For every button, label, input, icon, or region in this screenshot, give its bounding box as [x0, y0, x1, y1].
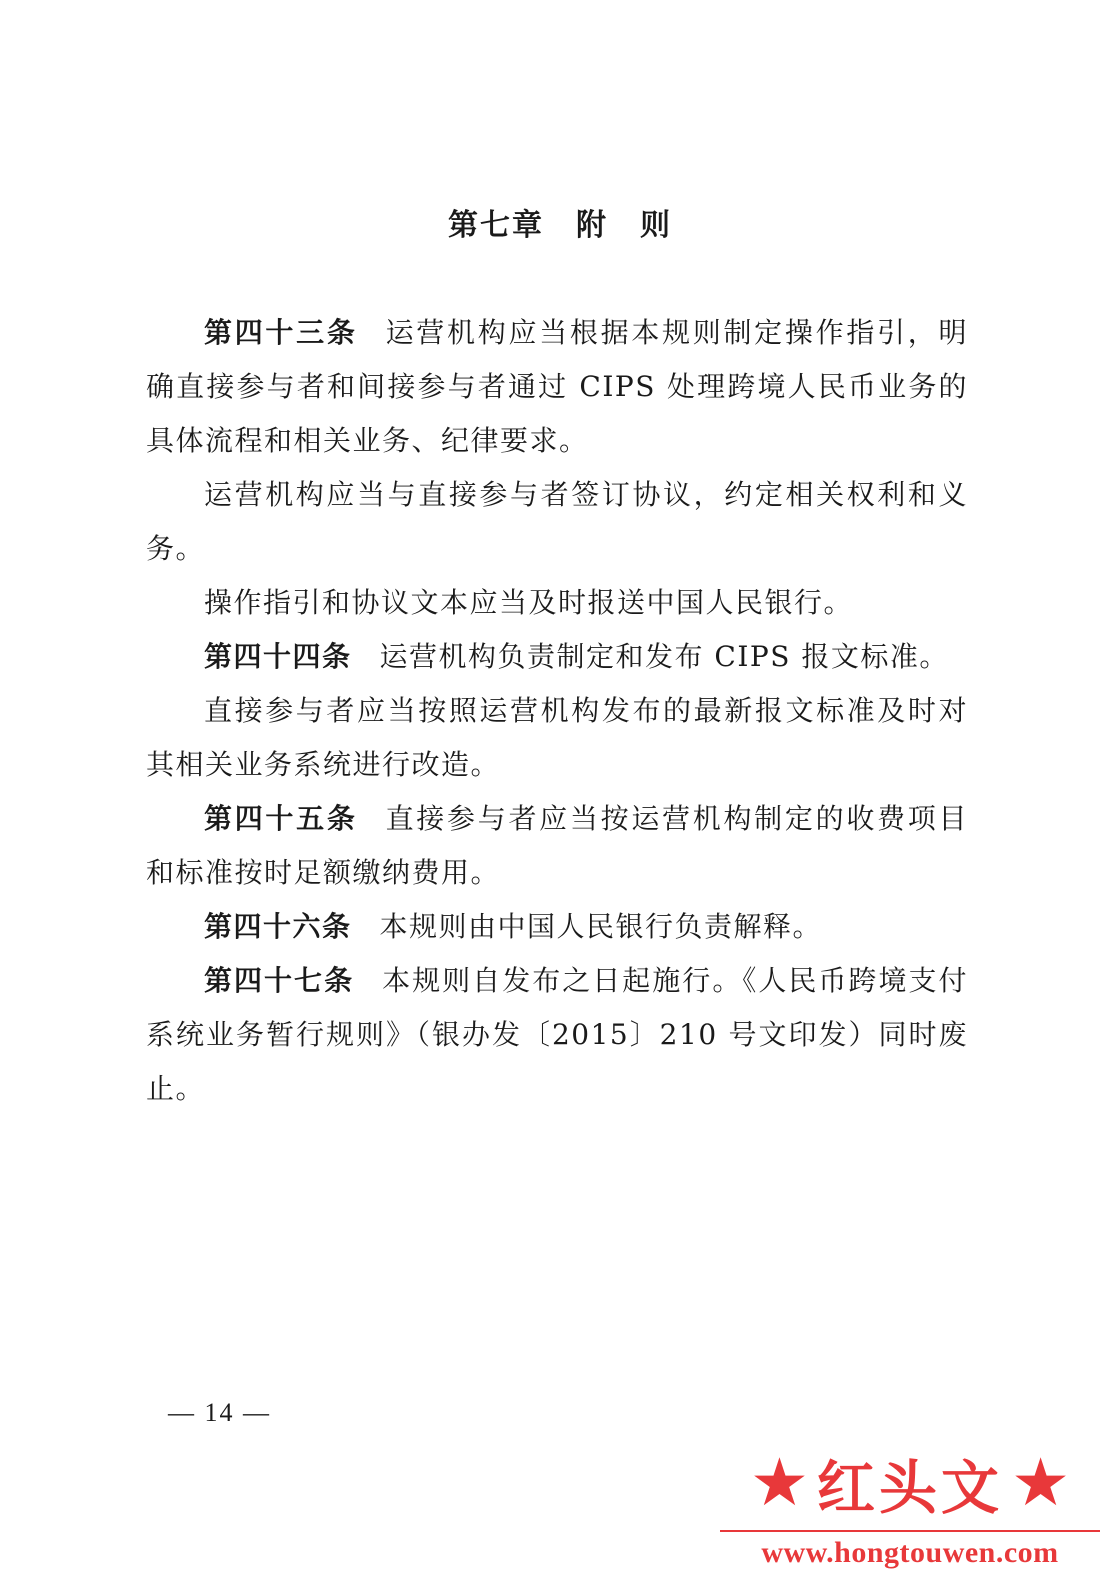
star-icon: ★ [1011, 1444, 1071, 1521]
watermark-text: 红头文 [816, 1454, 1003, 1522]
star-icon: ★ [749, 1444, 809, 1521]
article-label: 第四十七条 [204, 964, 355, 997]
paragraph-text: 直接参与者应当按运营机构制定的收费项目和标准按时足额缴纳费用。 [146, 802, 968, 889]
paragraph [146, 630, 968, 684]
article-label: 第四十六条 [204, 910, 352, 943]
paragraph [146, 900, 968, 954]
paragraph [146, 954, 968, 1116]
paragraph-text: 本规则自发布之日起施行。《人民币跨境支付系统业务暂行规则》（银办发〔2015〕210 号文印发）同时废止。 [146, 964, 968, 1105]
paragraph-text: 本规则由中国人民银行负责解释。 [379, 910, 823, 943]
paragraph [146, 306, 968, 468]
article-label: 第四十四条 [204, 640, 352, 673]
watermark-divider [720, 1530, 1100, 1532]
chapter-title: 第七章 附 则 [448, 208, 672, 243]
paragraph-text: 操作指引和协议文本应当及时报送中国人民银行。 [204, 586, 854, 619]
watermark-banner [720, 1440, 1100, 1526]
paragraph-text: 运营机构应当根据本规则制定操作指引，明确直接参与者和间接参与者通过 CIPS 处理跨境人民币业务的具体流程和相关业务、纪律要求。 [146, 316, 968, 457]
paragraph-text: 运营机构负责制定和发布 CIPS 报文标准。 [379, 640, 949, 673]
paragraph-text: 运营机构应当与直接参与者签订协议，约定相关权利和义务。 [146, 478, 968, 565]
paragraph [146, 468, 968, 576]
body-text [146, 306, 968, 1116]
paragraph [146, 792, 968, 900]
article-label: 第四十三条 [204, 316, 358, 349]
watermark-url: www.hongtouwen.com [761, 1536, 1059, 1569]
paragraph [146, 576, 968, 630]
paragraph-text: 直接参与者应当按照运营机构发布的最新报文标准及时对其相关业务系统进行改造。 [146, 694, 968, 781]
article-label: 第四十五条 [204, 802, 358, 835]
page-number: — 14 — [168, 1398, 271, 1427]
paragraph [146, 684, 968, 792]
watermark-logo [720, 1440, 1100, 1580]
